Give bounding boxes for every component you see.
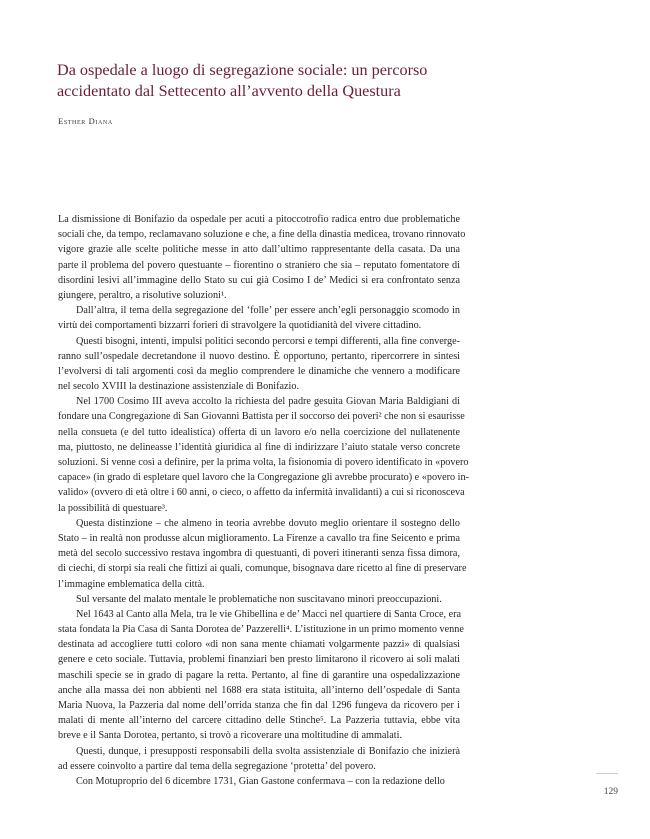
text-line: Con Motuproprio del 6 dicembre 1731, Gian Gastone confermava – con la redazione dello <box>76 775 445 787</box>
text-line: l’immagine emblematica della città. <box>58 578 205 590</box>
footer-rule <box>596 773 618 774</box>
text-line: Questi bisogni, intenti, impulsi politici secondo percorsi e tempi differenti, alla fine converge- <box>76 335 460 347</box>
text-line: stata fondata la Pia Casa di Santa Dorotea de’ Pazzerelli⁴. L’istituzione in un primo momento venne <box>58 624 464 636</box>
title-line-1: Da ospedale a luogo di segregazione sociale: un percorso <box>57 61 428 79</box>
text-line: soluzioni. Si venne così a definire, per la prima volta, la fisionomia di povero identificato in «povero <box>58 457 469 468</box>
paragraph <box>58 516 467 592</box>
text-line: metà del secolo successivo restava ingombra di questuanti, di poveri itineranti senza fissa dimora, <box>58 548 460 560</box>
text-line: anche alla massa dei non abbienti nel 1688 era stata istituita, all’interno dell’ospedale di Santa <box>58 684 460 696</box>
paragraph <box>58 774 460 789</box>
text-line: Nel 1643 al Canto alla Mela, tra le vie Ghibellina e de’ Macci nel quartiere di Santa Croce, era <box>76 608 462 620</box>
text-line: capace» (in grado di espletare quel lavoro che la Congregazione gli avrebbe procurato) e «povero in- <box>58 472 469 484</box>
text-line: genere e ceto sociale. Tuttavia, problemi finanziari ben presto limitarono il ricovero ai soli malati <box>58 654 460 666</box>
text-line: ma, piuttosto, ne delineasse l’identità giuridica al fine di indirizzare l’aiuto statale verso concrete <box>58 441 460 453</box>
paragraph <box>58 394 469 516</box>
text-line: l’evolversi di tali argomenti così da meglio comprendere le dinamiche che vennero a modificare <box>58 365 460 377</box>
paragraph <box>58 607 464 744</box>
page-number: 129 <box>603 787 618 797</box>
text-line: nel secolo XVIII la destinazione assistenziale di Bonifazio. <box>58 381 300 393</box>
author-name: Esther Diana <box>58 116 113 126</box>
text-line: disordini lesivi all’immagine dello Stato su cui già Cosimo I de’ Medici si era confrontato senza <box>58 274 460 286</box>
text-line: Stato – in realtà non produsse alcun miglioramento. La Firenze a cavallo tra fine Seicento e prima <box>58 532 460 544</box>
text-line: di ciechi, di storpi sia reali che fittizi ai quali, comunque, bisognava dare ricetto al fine di preservare <box>58 563 467 575</box>
text-line: la possibilità di questuare³. <box>58 502 168 514</box>
text-line: Maria Nuova, la Pazzeria dal nome dell’orrida stanza che fin dal 1296 fungeva da ricovero per i <box>58 700 460 711</box>
text-line: Nel 1700 Cosimo III aveva accolto la richiesta del padre gesuita Giovan Maria Baldigiani di <box>76 396 460 408</box>
text-line: Dall’altra, il tema della segregazione del ‘folle’ per essere anch’egli personaggio scomodo in <box>76 305 460 317</box>
text-line: nella consueta (e del tutto idealistica) offerta di un lavoro e/o nella coercizione del nullatenente <box>58 426 460 438</box>
paragraph <box>58 334 460 395</box>
paragraph <box>58 212 466 303</box>
text-line: sociali che, da tempo, reclamavano soluzione e che, a fine della dinastia medicea, trovano rinnovato <box>58 229 466 241</box>
paragraph <box>58 303 460 333</box>
article-body <box>58 212 469 789</box>
text-line: ranno sull’ospedale decretandone il nuovo destino. È opportuno, pertanto, ripercorrere in sintesi <box>58 350 460 362</box>
text-line: fondare una Congregazione di San Giovanni Battista per il soccorso dei poveri² che non si esaurisse <box>58 411 465 423</box>
text-line: giungere, peraltro, a risolutive soluzioni¹. <box>58 289 227 301</box>
text-line: destinata ad accogliere tutti coloro «di non sana mente chiamati volgarmente pazzi» di qualsiasi <box>58 639 460 651</box>
text-line: Sul versante del malato mentale le problematiche non suscitavano minori preoccupazioni. <box>76 593 442 605</box>
article-title <box>57 60 477 101</box>
text-line: virtù dei comportamenti bizzarri forieri di stravolgere la quotidianità del vivere cittadino. <box>58 320 422 332</box>
text-line: valido» (ovvero di età oltre i 60 anni, o cieco, o affetto da infermità invalidanti) a cui si riconosceva <box>58 487 465 499</box>
text-line: maschili specie se in grado di pagare la retta. Pertanto, al fine di garantire una ospedalizzazione <box>58 669 460 681</box>
text-line: parte il problema del povero questuante – fiorentino o straniero che sia – reputato fomentatore di <box>58 259 460 271</box>
text-line: breve e il Santa Dorotea, pertanto, si trovò a ricoverare una moltitudine di ammalati. <box>58 730 402 742</box>
text-line: ad essere coinvolto a partire dal tema della segregazione ‘protetta’ del povero. <box>58 760 376 772</box>
title-line-2: accidentato dal Settecento all’avvento della Questura <box>57 81 401 100</box>
text-line: Questa distinzione – che almeno in teoria avrebbe dovuto meglio orientare il sostegno dello <box>76 517 460 529</box>
paragraph <box>58 592 460 607</box>
text-line: malati di mente all’interno del carcere cittadino delle Stinche⁵. La Pazzeria tuttavia, ebbe vita <box>58 715 460 727</box>
text-line: vigore grazie alle scelte politiche messe in atto dall’ultimo rappresentante della casata. Da una <box>58 244 460 256</box>
text-line: Questi, dunque, i presupposti responsabili della svolta assistenziale di Bonifazio che inizierà <box>76 745 460 757</box>
paragraph <box>58 744 460 774</box>
text-line: La dismissione di Bonifazio da ospedale per acuti a pitoccotrofio radica entro due problematiche <box>58 214 460 225</box>
